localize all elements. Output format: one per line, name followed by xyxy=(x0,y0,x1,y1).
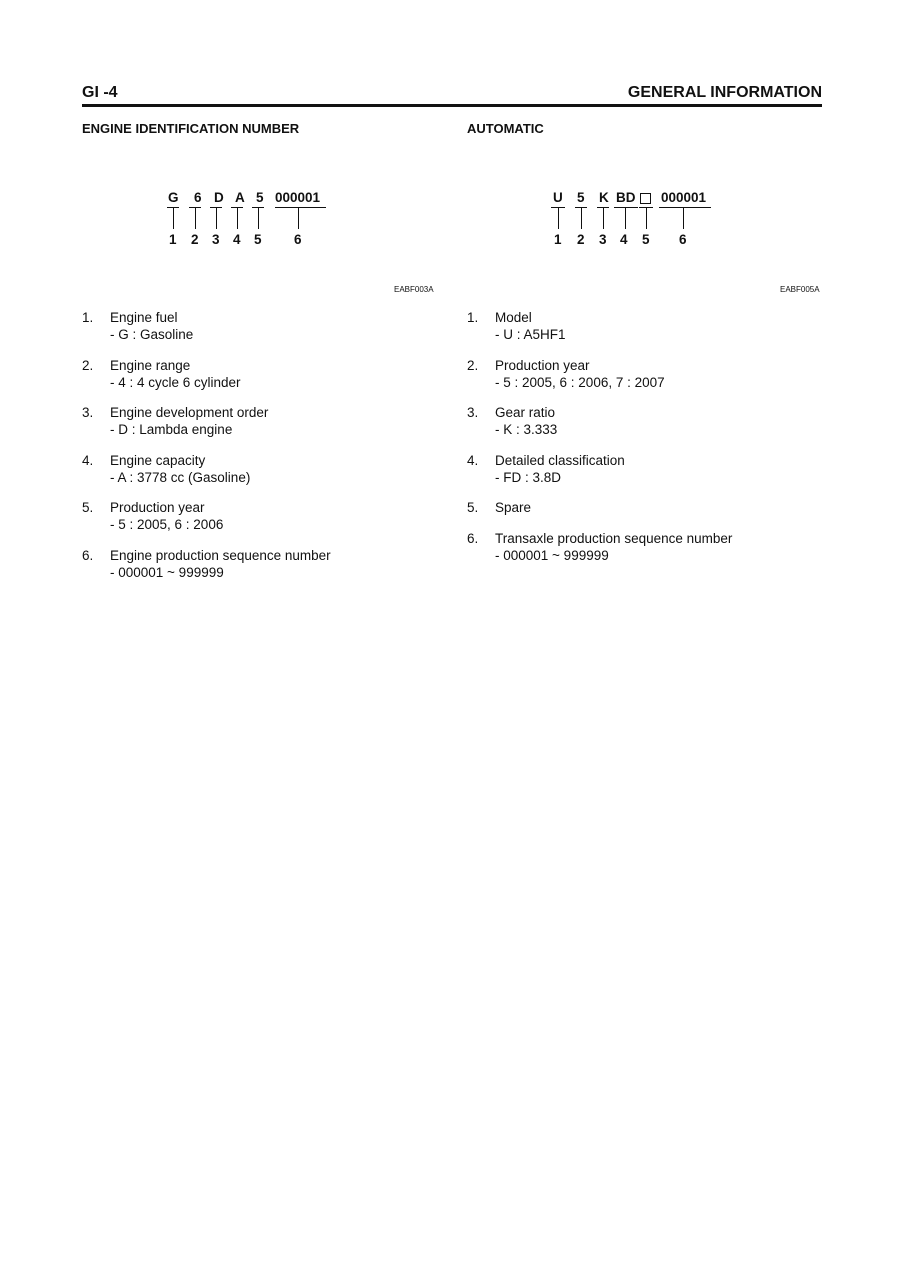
automatic-position-number: 6 xyxy=(679,232,687,247)
engine-code-figure xyxy=(82,190,442,270)
automatic-item-list xyxy=(467,309,827,577)
list-item: 2. Production year - 5 : 2005, 6 : 2006, 7 : 2007 xyxy=(467,357,665,390)
engine-code-char: A xyxy=(235,190,245,205)
automatic-section-title: AUTOMATIC xyxy=(467,121,544,136)
engine-section-title: ENGINE IDENTIFICATION NUMBER xyxy=(82,121,300,136)
automatic-position-number: 1 xyxy=(554,232,562,247)
automatic-position-number: 5 xyxy=(642,232,650,247)
list-item: 2. Engine range - 4 : 4 cycle 6 cylinder xyxy=(82,357,241,390)
list-item: 6. Transaxle production sequence number - 000001 ~ 999999 xyxy=(467,530,733,563)
engine-position-number: 5 xyxy=(254,232,262,247)
engine-code-char: G xyxy=(168,190,179,205)
engine-code-serial: 000001 xyxy=(275,190,321,205)
engine-figure-code: EABF003A xyxy=(394,285,434,294)
list-item: 3. Engine development order - D : Lambda engine xyxy=(82,405,269,437)
engine-position-number: 3 xyxy=(212,232,220,247)
list-item: 6. Engine production sequence number - 000001 ~ 999999 xyxy=(82,547,331,580)
automatic-code-figure xyxy=(467,190,827,270)
list-item: 4. Detailed classification - FD : 3.8D xyxy=(467,452,625,485)
list-item: 1. Model - U : A5HF1 xyxy=(467,310,566,342)
list-item: 1. Engine fuel - G : Gasoline xyxy=(82,310,194,342)
page-id: GI -4 xyxy=(82,84,118,101)
spare-box xyxy=(640,193,651,204)
automatic-code-char: K xyxy=(599,190,609,205)
automatic-position-number: 2 xyxy=(577,232,585,247)
automatic-position-number: 3 xyxy=(599,232,607,247)
engine-position-number: 6 xyxy=(294,232,302,247)
engine-position-number: 4 xyxy=(233,232,241,247)
list-item: 3. Gear ratio - K : 3.333 xyxy=(467,405,558,437)
automatic-code-char: BD xyxy=(616,190,636,205)
automatic-code-char: U xyxy=(553,190,563,205)
section-title-header: GENERAL INFORMATION xyxy=(627,84,822,101)
list-item: 4. Engine capacity - A : 3778 cc (Gasoline) xyxy=(82,452,251,485)
engine-item-list xyxy=(82,309,442,594)
page-header xyxy=(82,84,822,108)
list-item: 5. Production year - 5 : 2005, 6 : 2006 xyxy=(82,500,224,532)
engine-position-number: 1 xyxy=(169,232,177,247)
engine-code-char: D xyxy=(214,190,224,205)
automatic-code-char: 5 xyxy=(577,190,585,205)
engine-code-char: 5 xyxy=(256,190,264,205)
list-item: 5. Spare xyxy=(467,500,532,515)
engine-code-char: 6 xyxy=(194,190,202,205)
header-rule xyxy=(82,104,822,107)
automatic-code-serial: 000001 xyxy=(661,190,707,205)
automatic-position-number: 4 xyxy=(620,232,628,247)
automatic-figure-code: EABF005A xyxy=(780,285,820,294)
engine-position-number: 2 xyxy=(191,232,199,247)
